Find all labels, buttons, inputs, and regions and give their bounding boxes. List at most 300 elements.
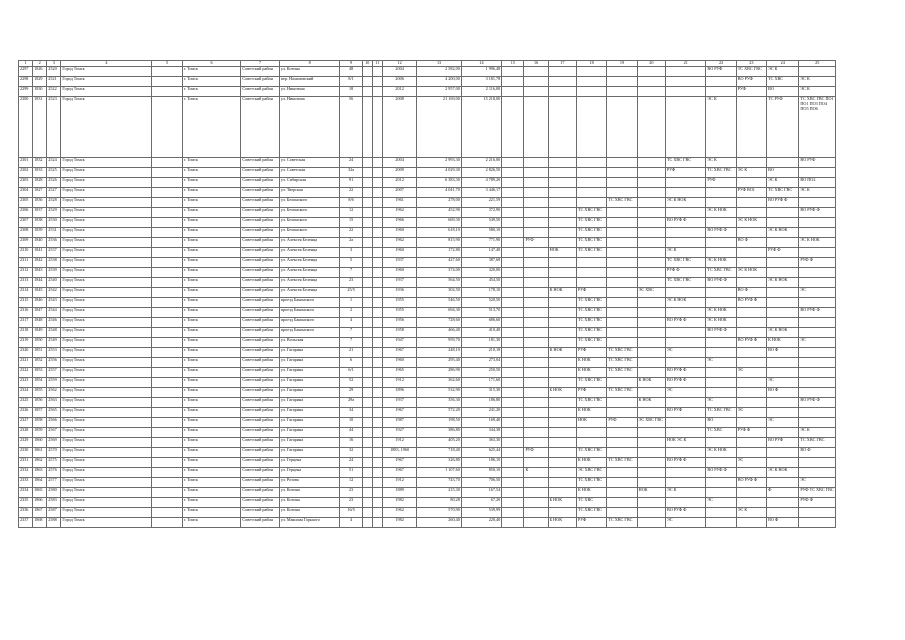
table-row (19, 518, 836, 528)
table-cell (607, 468, 637, 478)
table-cell (548, 328, 576, 338)
table-cell (799, 268, 836, 278)
table-cell: 6 383,30 (417, 178, 461, 188)
table-cell: ТС ХВС (767, 77, 799, 87)
table-cell: ЭС (665, 518, 705, 528)
table-cell (548, 418, 576, 428)
table-cell: Город Томск (61, 408, 152, 418)
table-cell: Б НОК (548, 388, 576, 398)
table-cell: 12 (340, 478, 362, 488)
table-cell (152, 87, 182, 97)
table-cell (577, 198, 607, 208)
table-cell: 2540 (47, 278, 61, 288)
table-cell: 23 (340, 498, 362, 508)
table-cell: ЭС К НОК (706, 308, 736, 318)
table-cell (372, 288, 382, 298)
table-cell (372, 418, 382, 428)
table-cell: РУФ (524, 448, 548, 458)
table-cell: 12 (340, 208, 362, 218)
table-row (19, 338, 836, 348)
table-cell: 2009 (382, 168, 416, 178)
table-cell (548, 448, 576, 458)
table-cell: 1912 (382, 438, 416, 448)
table-cell: г. Томск (182, 518, 241, 528)
table-cell (665, 308, 705, 318)
table-row (19, 77, 836, 87)
table-cell: ул. Гагарина (279, 398, 340, 408)
table-cell: 1864 (33, 478, 47, 488)
table-cell (637, 388, 665, 398)
table-cell (502, 208, 524, 218)
table-cell: ЭС К НОК (706, 318, 736, 328)
table-cell: 2325 (19, 398, 33, 408)
table-cell: 1863 (33, 468, 47, 478)
table-cell: Советский район (241, 408, 279, 418)
table-cell: 169,40 (461, 418, 501, 428)
table-cell: 302,50 (417, 288, 461, 298)
table-cell: 1937 (382, 398, 416, 408)
table-cell (665, 358, 705, 368)
table-cell (607, 208, 637, 218)
table-cell: Город Томск (61, 97, 152, 158)
column-number: 17 (548, 61, 576, 67)
table-cell: г. Томск (182, 67, 241, 77)
table-cell: г. Томск (182, 408, 241, 418)
table-cell: 1 (340, 298, 362, 308)
table-cell (362, 158, 372, 168)
table-cell: 2308 (19, 228, 33, 238)
table-row (19, 288, 836, 298)
table-cell: 2297 (19, 67, 33, 77)
table-cell: 1962 (382, 208, 416, 218)
table-cell (372, 158, 382, 168)
table-cell (665, 428, 705, 438)
table-row (19, 448, 836, 458)
table-cell: 2548 (47, 328, 61, 338)
table-cell (524, 358, 548, 368)
table-cell: Город Томск (61, 338, 152, 348)
table-cell (362, 378, 372, 388)
table-cell: Советский район (241, 77, 279, 87)
table-cell (736, 198, 766, 208)
table-cell: РУФ (736, 87, 766, 97)
table-cell (767, 288, 799, 298)
table-cell (665, 288, 705, 298)
table-cell: 2521 (47, 77, 61, 87)
table-cell (524, 418, 548, 428)
table-cell (548, 298, 576, 308)
table-cell (524, 368, 548, 378)
table-row (19, 188, 836, 198)
table-cell (152, 288, 182, 298)
table-cell: ул. Никитина (279, 87, 340, 97)
table-cell (706, 248, 736, 258)
table-row (19, 278, 836, 288)
table-cell (767, 318, 799, 328)
table-cell: 4 041,70 (417, 188, 461, 198)
table-cell: 1856 (33, 398, 47, 408)
table-cell (767, 238, 799, 248)
table-cell (502, 218, 524, 228)
table-cell (372, 348, 382, 358)
table-cell (152, 478, 182, 488)
table-cell (706, 368, 736, 378)
table-cell (152, 278, 182, 288)
table-cell: 2333 (19, 478, 33, 488)
table-cell (362, 358, 372, 368)
table-row (19, 428, 836, 438)
table-cell: Город Томск (61, 218, 152, 228)
table-cell: Советский район (241, 368, 279, 378)
table-cell (799, 248, 836, 258)
table-cell: ул. Никитина (279, 97, 340, 158)
table-cell (799, 328, 836, 338)
table-cell (637, 278, 665, 288)
table-cell (152, 348, 182, 358)
table-cell (767, 428, 799, 438)
table-cell: 1858 (33, 418, 47, 428)
table-cell (502, 288, 524, 298)
table-cell: 2334 (19, 488, 33, 498)
table-cell: 1956 (382, 318, 416, 328)
table-cell: ВО Ф (767, 348, 799, 358)
table-cell (706, 298, 736, 308)
table-cell (502, 438, 524, 448)
table-cell (577, 67, 607, 77)
table-cell: К НОК (577, 458, 607, 468)
table-cell: К НОК (637, 398, 665, 408)
table-cell (637, 448, 665, 458)
table-cell: ЭС (706, 498, 736, 508)
table-cell: 1830 (33, 87, 47, 97)
table-cell (706, 488, 736, 498)
table-cell: ТС ХВС ГВС (577, 298, 607, 308)
table-cell (637, 87, 665, 97)
table-cell: ЭС (736, 408, 766, 418)
table-cell (665, 328, 705, 338)
table-cell: 2310 (19, 248, 33, 258)
table-cell: 320,00 (461, 268, 501, 278)
table-cell: ЭС (799, 338, 836, 348)
table-cell (362, 498, 372, 508)
table-cell (548, 398, 576, 408)
table-cell: Город Томск (61, 328, 152, 338)
table-cell: ЭС ХВС (637, 288, 665, 298)
table-cell (607, 478, 637, 488)
column-number: 16 (524, 61, 548, 67)
table-cell: проезд Бакинского (279, 308, 340, 318)
table-cell (362, 508, 372, 518)
table-cell (637, 478, 665, 488)
table-cell: Город Томск (61, 288, 152, 298)
table-row (19, 508, 836, 518)
table-cell (607, 168, 637, 178)
table-cell (362, 87, 372, 97)
table-cell: 2312 (19, 268, 33, 278)
table-cell: ЭС К (799, 188, 836, 198)
table-cell (362, 188, 372, 198)
table-cell: г. Томск (182, 228, 241, 238)
table-cell: проезд Бакинского (279, 318, 340, 328)
table-cell: г. Томск (182, 208, 241, 218)
table-cell (152, 338, 182, 348)
table-cell: 2577 (47, 478, 61, 488)
table-cell: ул. Алексея Беленца (279, 238, 340, 248)
table-cell: 2539 (47, 268, 61, 278)
table-cell: 2556 (47, 358, 61, 368)
table-row (19, 418, 836, 428)
table-cell (152, 168, 182, 178)
table-cell (706, 438, 736, 448)
table-cell: 1936 (382, 288, 416, 298)
table-cell (548, 368, 576, 378)
table-cell: Советский район (241, 438, 279, 448)
table-cell: ТС ХВС ГВС (607, 198, 637, 208)
table-cell (637, 468, 665, 478)
table-cell: 520,50 (461, 298, 501, 308)
table-cell: 2317 (19, 318, 33, 328)
table-cell: г. Томск (182, 248, 241, 258)
table-cell: ТС РУФ (767, 97, 799, 158)
table-cell: 1912 (382, 478, 416, 488)
table-row (19, 348, 836, 358)
table-cell (362, 408, 372, 418)
table-cell: 1962 (382, 508, 416, 518)
table-cell: Город Томск (61, 368, 152, 378)
table-cell (607, 298, 637, 308)
table-cell: Советский район (241, 198, 279, 208)
table-cell: 8/1 (340, 77, 362, 87)
table-cell: ТС ХВС ГВС (577, 248, 607, 258)
table-cell (665, 178, 705, 188)
table-cell: Город Томск (61, 428, 152, 438)
table-row (19, 268, 836, 278)
table-cell: 1889 (382, 488, 416, 498)
table-cell (736, 488, 766, 498)
table-cell: 2316 (19, 308, 33, 318)
table-cell: 1866 (33, 498, 47, 508)
table-cell: 2332 (19, 468, 33, 478)
table-cell (799, 358, 836, 368)
table-cell (372, 298, 382, 308)
column-number: 5 (152, 61, 182, 67)
table-cell: 15 (340, 218, 362, 228)
table-cell: ТС ХВС ГВС (607, 458, 637, 468)
column-number: 25 (799, 61, 836, 67)
table-cell: г. Томск (182, 508, 241, 518)
table-row (19, 228, 836, 238)
table-cell: ЭС К (706, 97, 736, 158)
table-cell: 278,00 (417, 198, 461, 208)
table-cell (362, 208, 372, 218)
table-cell (767, 268, 799, 278)
table-cell: ВО РУФ Ф (799, 308, 836, 318)
table-cell: ул. Герцена (279, 458, 340, 468)
table-cell: 570,90 (417, 508, 461, 518)
table-cell (524, 208, 548, 218)
column-number: 12 (382, 61, 416, 67)
table-cell (548, 408, 576, 418)
table-cell (548, 67, 576, 77)
table-cell: 241,20 (461, 408, 501, 418)
table-cell (637, 408, 665, 418)
table-cell (502, 77, 524, 87)
table-cell: ЭС К (736, 508, 766, 518)
table-cell: ЭС К НОК (767, 328, 799, 338)
table-cell (372, 458, 382, 468)
table-row (19, 248, 836, 258)
table-cell: ВО РУФ Ф (736, 298, 766, 308)
table-cell: Город Томск (61, 298, 152, 308)
table-cell (502, 518, 524, 528)
table-cell: 1838 (33, 218, 47, 228)
table-cell: 1850 (33, 338, 47, 348)
table-cell: 1847 (33, 308, 47, 318)
table-cell: 1861 (33, 448, 47, 458)
table-cell: Советский район (241, 298, 279, 308)
table-cell: 29 (340, 388, 362, 398)
table-cell: 80,28 (417, 498, 461, 508)
table-cell (706, 388, 736, 398)
table-cell: 171,60 (461, 378, 501, 388)
table-cell: 2575 (47, 458, 61, 468)
table-cell: 1855 (33, 388, 47, 398)
table-cell: ВО РУФ Ф (665, 378, 705, 388)
table-cell: Советский район (241, 248, 279, 258)
table-cell: ЭС (767, 378, 799, 388)
table-cell: 1857 (33, 408, 47, 418)
table-cell: 2546 (47, 318, 61, 328)
table-cell: Город Томск (61, 448, 152, 458)
table-cell: ТС ХВС ГВС (706, 168, 736, 178)
table-cell: РУФ (607, 418, 637, 428)
table-cell (524, 77, 548, 87)
table-cell: Советский район (241, 188, 279, 198)
table-cell (665, 478, 705, 488)
table-cell (152, 428, 182, 438)
table-cell (706, 378, 736, 388)
table-cell (372, 238, 382, 248)
table-cell (362, 308, 372, 318)
table-cell: 356,30 (417, 398, 461, 408)
table-cell: ТС ХВС ГВС (577, 218, 607, 228)
table-cell (524, 188, 548, 198)
table-cell: ТС ХВС ГВС (736, 67, 766, 77)
table-cell (372, 368, 382, 378)
table-cell (524, 288, 548, 298)
table-cell (372, 178, 382, 188)
table-cell (152, 188, 182, 198)
table-cell (665, 398, 705, 408)
table-cell: РУФ Ф (767, 248, 799, 258)
table-cell: Советский район (241, 288, 279, 298)
table-cell (548, 208, 576, 218)
table-cell: 2543 (47, 298, 61, 308)
table-cell: 21 169,00 (417, 97, 461, 158)
table-cell: 52 (340, 378, 362, 388)
column-number: 6 (182, 61, 241, 67)
table-cell: 2326 (19, 408, 33, 418)
table-cell (152, 198, 182, 208)
table-cell (372, 268, 382, 278)
table-cell (524, 498, 548, 508)
table-cell: 2322 (19, 368, 33, 378)
table-cell: ЭС К НОК (767, 468, 799, 478)
table-cell: г. Томск (182, 458, 241, 468)
table-cell: ЭС ХВС ГВС (577, 468, 607, 478)
table-cell (637, 158, 665, 168)
table-cell (548, 278, 576, 288)
table-cell: 2567 (47, 428, 61, 438)
table-cell (767, 358, 799, 368)
table-cell: 2542 (47, 288, 61, 298)
table-cell (799, 418, 836, 428)
table-cell (637, 428, 665, 438)
table-cell: ЭС К (799, 77, 836, 87)
table-cell: ул. Котина (279, 508, 340, 518)
table-row (19, 308, 836, 318)
table-cell: 771,90 (461, 238, 501, 248)
table-cell: 4 (340, 518, 362, 528)
table-cell: 2559 (47, 378, 61, 388)
table-cell (799, 168, 836, 178)
table-cell (665, 418, 705, 428)
table-cell: ул. Вольская (279, 338, 340, 348)
table-cell: ТС ХВС ГВС (577, 228, 607, 238)
table-cell: 618,10 (417, 228, 461, 238)
table-cell: 220,40 (461, 518, 501, 528)
table-cell: 51 (340, 468, 362, 478)
table-cell: ЭС (799, 478, 836, 488)
table-cell: 24 (340, 458, 362, 468)
table-cell: 387,68 (461, 258, 501, 268)
table-cell: 1854 (33, 378, 47, 388)
table-cell (665, 448, 705, 458)
table-cell (152, 438, 182, 448)
table-cell (372, 278, 382, 288)
table-cell (502, 268, 524, 278)
table-cell: 4 029,30 (417, 168, 461, 178)
table-cell: 2323 (19, 378, 33, 388)
table-cell: 1826 (33, 67, 47, 77)
table-cell: г. Томск (182, 398, 241, 408)
table-cell: 2321 (19, 358, 33, 368)
table-cell (372, 518, 382, 528)
table-cell: РУФ (706, 178, 736, 188)
table-cell: 2298 (19, 77, 33, 87)
table-cell: 1967 (382, 408, 416, 418)
table-cell (706, 288, 736, 298)
table-cell (799, 298, 836, 308)
table-cell: ЭС К НОК (736, 218, 766, 228)
table-cell: 625,44 (461, 448, 501, 458)
table-cell: ЭС К НОК (665, 198, 705, 208)
table-cell (665, 228, 705, 238)
table-row (19, 258, 836, 268)
table-cell (362, 77, 372, 87)
table-cell (362, 338, 372, 348)
table-cell: ВО РУФ (736, 77, 766, 87)
table-cell: Город Томск (61, 518, 152, 528)
table-cell (502, 278, 524, 288)
table-cell: ВО РУФ Ф (767, 198, 799, 208)
table-cell (736, 158, 766, 168)
table-cell: 2563 (47, 398, 61, 408)
table-cell (372, 378, 382, 388)
table-cell: 2569 (47, 438, 61, 448)
table-cell (736, 97, 766, 158)
table-row (19, 67, 836, 77)
